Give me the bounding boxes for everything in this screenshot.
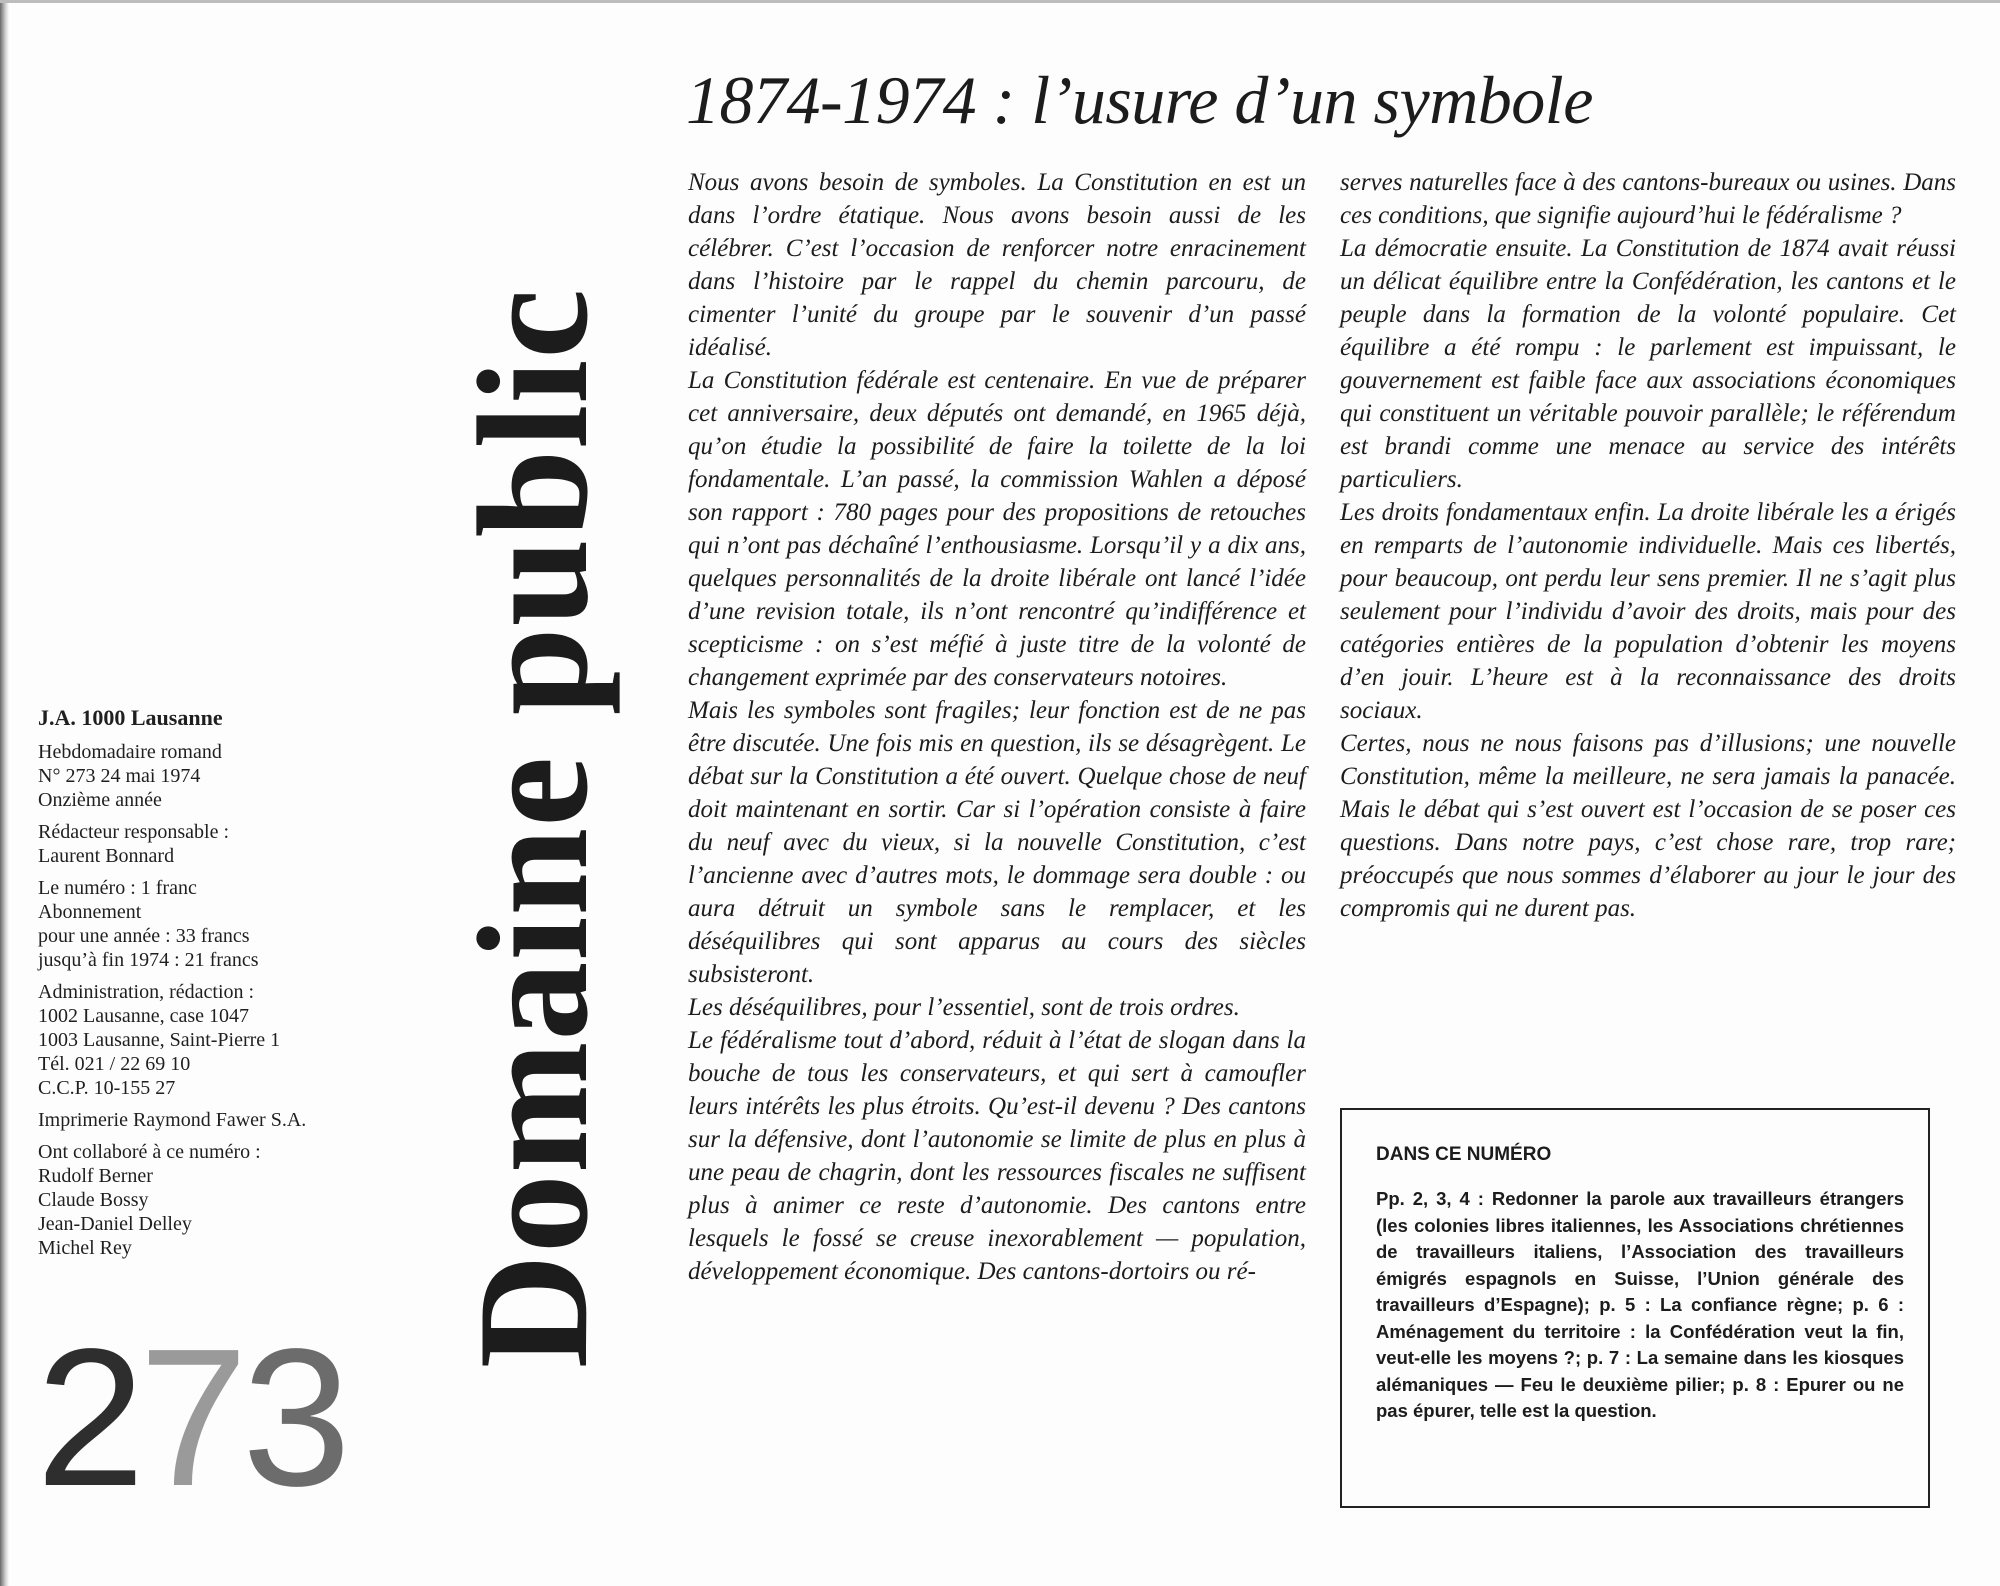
contributor-name: Michel Rey <box>38 1237 132 1259</box>
page-top-edge <box>0 0 2000 3</box>
article-paragraph: Les droits fondamentaux enfin. La droite libérale les a érigés en remparts de l’autonomie individuelle. Mais ces libertés, pour beaucoup, ont perdu leur sens premier. Il ne s’agit plus seulement pour l’individu d’avoir des droits, mais pour des catégories entières de la population d’obtenir les moyens d’en jouir. L’heure est à la reconnaissance des droits sociaux. <box>1340 499 1956 724</box>
editor-line: Rédacteur responsable : <box>38 821 230 843</box>
article-column-2 <box>1340 166 1956 925</box>
issue-number-digit: 7 <box>139 1308 243 1527</box>
admin-line: 1002 Lausanne, case 1047 <box>38 1005 250 1027</box>
issue-line: Hebdomadaire romand <box>38 741 222 763</box>
article-paragraph: Nous avons besoin de symboles. La Constitution en est un dans l’ordre étatique. Nous avons besoin aussi de les célébrer. C’est l’occasion de renforcer notre enracinement dans l’histoire par le rappel du chemin parcouru, de cimenter l’unité du groupe par le souvenir d’un passé idéalisé. <box>688 169 1306 361</box>
editor-line: Laurent Bonnard <box>38 845 175 867</box>
admin-line: Administration, rédaction : <box>38 981 255 1003</box>
page-edge-shadow <box>0 0 9 1586</box>
price-line: Abonnement <box>38 901 142 923</box>
article-paragraph: Le fédéralisme tout d’abord, réduit à l’état de slogan dans la bouche de tous les conservateurs, et qui sert à camoufler leurs intérêts les plus étroits. Qu’est-il devenu ? Des cantons sur la défensive, dont l’autonomie se limite de plus en plus à une peau de chagrin, dont les ressources fiscales ne suffisent plus à animer ce reste d’autonomie. Des cantons entre lesquels le fossé se creuse inexorablement — population, développement économique. Des cantons-dortoirs ou ré- <box>688 1027 1306 1285</box>
contributor-name: Jean-Daniel Delley <box>38 1213 192 1235</box>
article-paragraph: La Constitution fédérale est centenaire. En vue de préparer cet anniversaire, deux députés ont demandé, en 1965 déjà, qu’on étudie la possibilité de faire la toilette de la loi fondamentale. L’an passé, la commission Wahlen a déposé son rapport : 780 pages pour des propositions de retouches qui n’ont pas déchaîné l’enthousiasme. Lorsqu’il y a dix ans, quelques personnalités de la droite libérale ont lancé l’idée d’une revision totale, ils n’ont rencontré qu’indifférence et scepticisme : on s’est méfié à juste titre de la volonté de changement exprimée par des conservateurs notoires. <box>688 367 1306 691</box>
article-headline: 1874-1974 : l’usure d’un symbole <box>686 62 1593 138</box>
price-line: jusqu’à fin 1974 : 21 francs <box>38 949 259 971</box>
admin-line: Tél. 021 / 22 69 10 <box>38 1053 191 1075</box>
printer-info: Imprimerie Raymond Fawer S.A. <box>38 1109 307 1131</box>
contents-box <box>1340 1108 1930 1508</box>
article-paragraph: Les déséquilibres, pour l’essentiel, sont de trois ordres. <box>688 994 1240 1021</box>
admin-line: C.C.P. 10-155 27 <box>38 1077 176 1099</box>
issue-line: Onzième année <box>38 789 162 811</box>
issue-info <box>38 740 438 812</box>
article-paragraph: La démocratie ensuite. La Constitution de 1874 avait réussi un délicat équilibre entre la Confédération, les cantons et le peuple dans la formation de la volonté populaire. Cet équilibre a été rompu : le parlement est impuissant, le gouvernement est faible face aux associations économiques qui constituent un véritable pouvoir parallèle; le référendum est brandi comme une menace au service des intérêts particuliers. <box>1340 235 1956 493</box>
contributor-name: Claude Bossy <box>38 1189 149 1211</box>
article-column-1 <box>688 166 1306 1288</box>
admin-info <box>38 980 438 1100</box>
editor-info <box>38 820 438 868</box>
article-paragraph: Certes, nous ne nous faisons pas d’illusions; une nouvelle Constitution, même la meilleure, ne sera jamais la panacée. Mais le débat qui s’est ouvert est l’occasion de se poser ces questions. Dans notre pays, c’est chose rare, trop rare; préoccupés que nous sommes d’élaborer au jour le jour des compromis qui ne durent pas. <box>1340 730 1956 922</box>
issue-line: N° 273 24 mai 1974 <box>38 765 201 787</box>
price-info <box>38 876 438 972</box>
article-paragraph: Mais les symboles sont fragiles; leur fonction est de ne pas être discutée. Une fois mis en question, ils se désagrègent. Le débat sur la Constitution a été ouvert. Quelque chose de neuf doit maintenant en sortir. Car si l’opération consiste à faire du neuf avec du vieux, si la nouvelle Constitution, c’est l’ancienne avec d’autres mots, le dommage sera double : ou aura détruit un symbole sans le remplacer, et les déséquilibres qui sont apparus au cours des siècles subsisteront. <box>688 697 1306 988</box>
article-paragraph: serves naturelles face à des cantons-bureaux ou usines. Dans ces conditions, que signifie aujourd’hui le fédéralisme ? <box>1340 169 1956 229</box>
contents-box-title: DANS CE NUMÉRO <box>1376 1144 1552 1165</box>
price-line: Le numéro : 1 franc <box>38 877 197 899</box>
issue-number-digit: 2 <box>36 1308 140 1527</box>
publication-info-sidebar <box>38 706 438 1260</box>
contributors-label: Ont collaboré à ce numéro : <box>38 1141 261 1163</box>
masthead-container <box>434 138 634 1518</box>
contents-box-body: Pp. 2, 3, 4 : Redonner la parole aux travailleurs étrangers (les colonies libres italiennes, les Associations chrétiennes de travailleurs italiens, l’Association des travailleurs émigrés espagnols en Suisse, l’Union générale des travailleurs d’Espagne); p. 5 : La confiance règne; p. 6 : Aménagement du territoire : la Confédération veut la fin, veut-elle les moyens ?; p. 7 : La semaine dans les kiosques alémaniques — Feu le deuxième pilier; p. 8 : Epurer ou ne pas épurer, telle est la question. <box>1376 1188 1904 1421</box>
masthead-title: Domaine public <box>446 287 621 1369</box>
publication-address: J.A. 1000 Lausanne <box>38 705 223 730</box>
contributor-name: Rudolf Berner <box>38 1165 153 1187</box>
price-line: pour une année : 33 francs <box>38 925 250 947</box>
issue-number-digit: 3 <box>242 1308 346 1527</box>
issue-number <box>36 1308 346 1527</box>
admin-line: 1003 Lausanne, Saint-Pierre 1 <box>38 1029 281 1051</box>
